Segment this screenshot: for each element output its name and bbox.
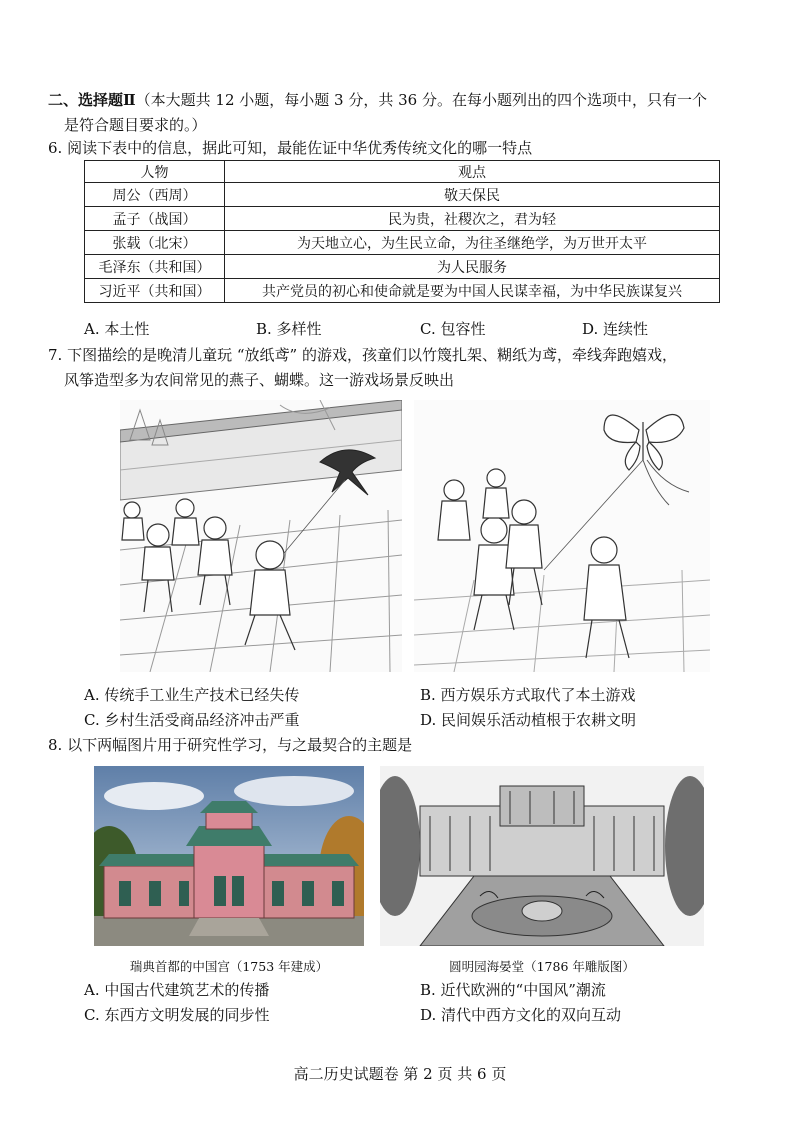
table-cell: 毛泽东（共和国） <box>85 255 225 279</box>
table-row <box>85 279 720 303</box>
q6-table <box>84 160 720 303</box>
q7-stem-1: 7. 下图描绘的是晚清儿童玩 “放纸鸢” 的游戏，孩童们以竹篾扎架、糊纸为鸢，牵线奔跑嬉戏， <box>48 346 677 364</box>
table-cell: 敬天保民 <box>225 183 720 207</box>
caption-china-palace: 瑞典首都的中国宫（1753 年建成） <box>129 959 329 974</box>
kite-illustration-right <box>414 400 710 672</box>
table-row <box>85 207 720 231</box>
q6-stem: 6. 阅读下表中的信息，据此可知，最能佐证中华优秀传统文化的哪一特点 <box>48 139 533 157</box>
q8-stem: 8. 以下两幅图片用于研究性学习，与之最契合的主题是 <box>48 736 413 754</box>
q6-option-b: B. 多样性 <box>256 320 322 338</box>
table-cell: 张载（北宋） <box>85 231 225 255</box>
haiyantang-engraving <box>380 766 704 946</box>
page-footer: 高二历史试题卷 第 2 页 共 6 页 <box>293 1065 507 1083</box>
q6-option-a: A. 本土性 <box>84 320 150 338</box>
kite-illustration-left <box>120 400 402 672</box>
caption-haiyantang: 圆明园海晏堂（1786 年雕版图） <box>449 959 635 974</box>
table-cell: 孟子（战国） <box>85 207 225 231</box>
q6-option-d: D. 连续性 <box>582 320 649 338</box>
china-palace-photo <box>94 766 364 946</box>
q8-option-a: A. 中国古代建筑艺术的传播 <box>84 981 270 999</box>
q8-option-c: C. 东西方文明发展的同步性 <box>84 1006 270 1024</box>
q8-option-b: B. 近代欧洲的“中国风”潮流 <box>420 981 606 999</box>
table-cell: 为人民服务 <box>225 255 720 279</box>
table-cell: 共产党员的初心和使命就是要为中国人民谋幸福，为中华民族谋复兴 <box>225 279 720 303</box>
q8-option-d: D. 清代中西方文化的双向互动 <box>420 1006 622 1024</box>
table-row <box>85 255 720 279</box>
q7-option-d: D. 民间娱乐活动植根于农耕文明 <box>420 711 637 729</box>
table-row <box>85 183 720 207</box>
q6-option-c: C. 包容性 <box>420 320 486 338</box>
section-header <box>48 90 707 110</box>
section-intro-1: （本大题共 12 小题，每小题 3 分，共 36 分。在每小题列出的四个选项中，只有一个 <box>135 91 707 109</box>
table-row <box>85 231 720 255</box>
table-cell: 周公（西周） <box>85 183 225 207</box>
q7-option-c: C. 乡村生活受商品经济冲击严重 <box>84 711 300 729</box>
table-header-row <box>85 161 720 183</box>
q7-option-a: A. 传统手工业生产技术已经失传 <box>84 686 300 704</box>
table-cell: 民为贵，社稷次之，君为轻 <box>225 207 720 231</box>
table-cell: 习近平（共和国） <box>85 279 225 303</box>
q7-option-b: B. 西方娱乐方式取代了本土游戏 <box>420 686 636 704</box>
table-header: 观点 <box>225 161 720 183</box>
table-header: 人物 <box>85 161 225 183</box>
table-cell: 为天地立心，为生民立命，为往圣继绝学，为万世开太平 <box>225 231 720 255</box>
q7-stem-2: 风筝造型多为农间常见的燕子、蝴蝶。这一游戏场景反映出 <box>64 371 455 389</box>
section-intro-2: 是符合题目要求的。） <box>64 116 207 134</box>
section-heading: 二、选择题Ⅱ <box>48 91 136 109</box>
